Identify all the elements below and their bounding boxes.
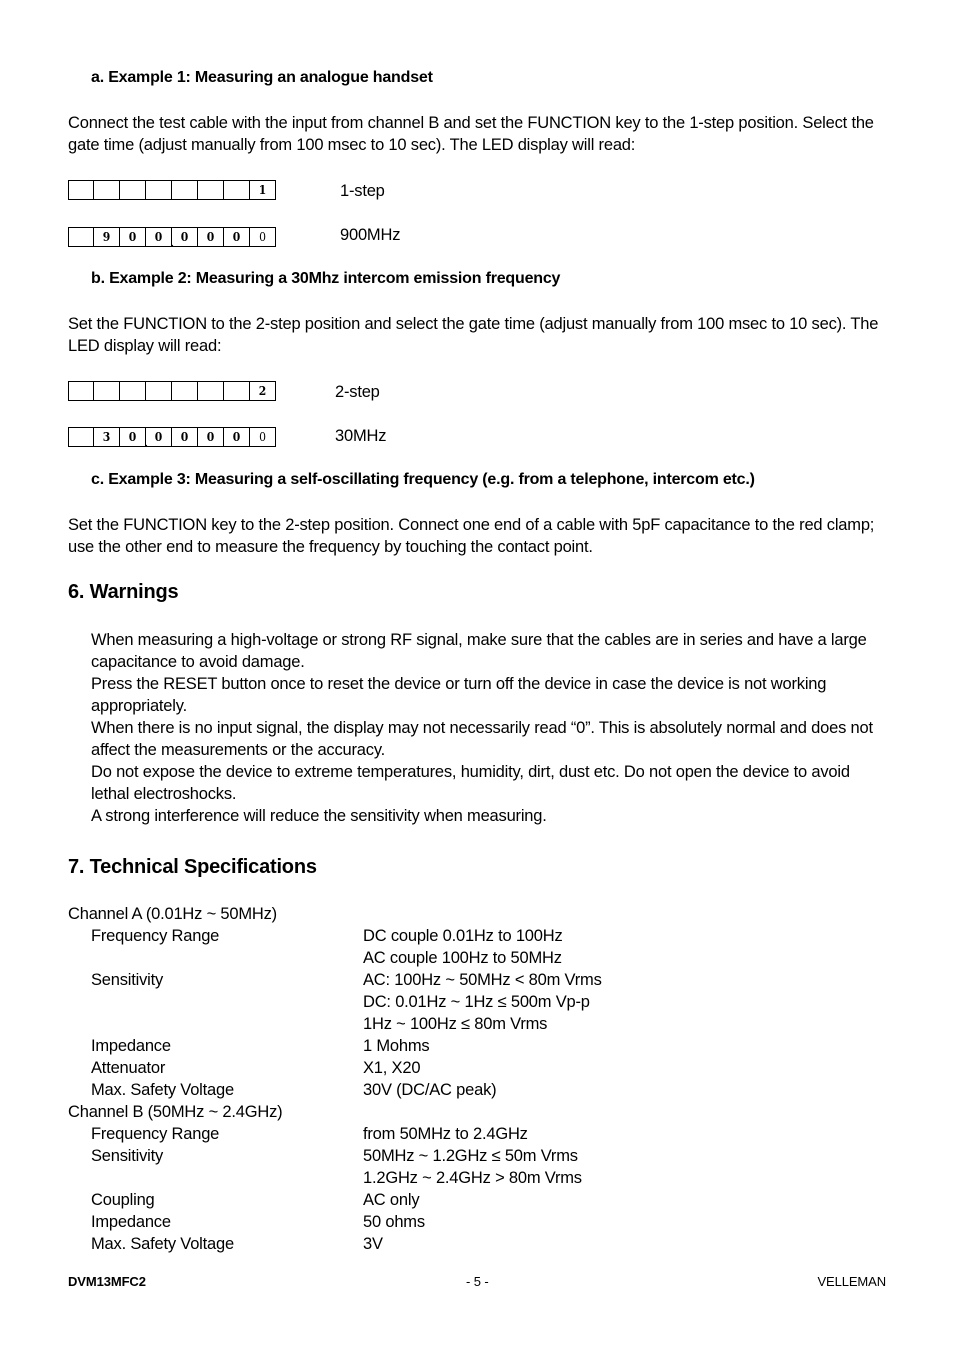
warning-item: Press the RESET button once to reset the device or turn off the device in case the device is not working appropriately.	[91, 675, 827, 715]
spec-value: 30V (DC/AC peak)	[363, 1081, 497, 1099]
lcd-digit-cell	[120, 180, 146, 200]
lcd-digit: 0	[206, 230, 215, 244]
lcd-digit-cell	[94, 227, 120, 247]
lcd-decimal-point: .	[170, 236, 174, 250]
lcd-digit-cell	[68, 427, 94, 447]
spec-row	[68, 1189, 888, 1211]
lcd-digit-cell	[172, 381, 198, 401]
spec-name: Attenuator	[91, 1059, 166, 1077]
spec-row	[68, 925, 888, 947]
footer-brand: VELLEMAN	[817, 1274, 886, 1289]
lcd-digit-cell	[120, 227, 146, 247]
example-1-heading: a. Example 1: Measuring an analogue handset	[91, 69, 433, 86]
lcd-digit-cell	[224, 427, 250, 447]
lcd-digit: 9	[102, 230, 111, 244]
spec-row	[68, 991, 888, 1013]
lcd-digit-cell	[68, 227, 94, 247]
spec-value: AC couple 100Hz to 50MHz	[363, 949, 562, 967]
example-3-text: Set the FUNCTION key to the 2-step position. Connect one end of a cable with 5pF capacitance to the red clamp; use the other end to measure the frequency by touching the contact point.	[68, 516, 875, 556]
lcd-digit: 0	[180, 430, 189, 444]
lcd-digit-cell	[146, 180, 172, 200]
lcd-digit: 0	[259, 430, 266, 444]
footer-model: DVM13MFC2	[68, 1274, 146, 1289]
spec-value: 3V	[363, 1235, 383, 1253]
lcd-digit-cell	[172, 180, 198, 200]
spec-row	[68, 1211, 888, 1233]
lcd-digit-cell	[94, 180, 120, 200]
spec-row	[68, 947, 888, 969]
spec-value: 1 Mohms	[363, 1037, 430, 1055]
lcd-decimal-point: .	[144, 436, 148, 450]
spec-name: Max. Safety Voltage	[91, 1235, 234, 1253]
warning-item: When measuring a high-voltage or strong RF signal, make sure that the cables are in series and have a large capacitance to avoid damage.	[91, 631, 867, 671]
lcd-digit: 0	[180, 230, 189, 244]
lcd-digit-cell	[68, 381, 94, 401]
spec-name	[68, 991, 363, 1013]
lcd-label-1step: 1-step	[340, 182, 385, 200]
spec-value: AC only	[363, 1191, 420, 1209]
warning-item: When there is no input signal, the display may not necessarily read “0”. This is absolutely normal and does not affect the measurements or the accuracy.	[91, 719, 873, 759]
lcd-label-30mhz: 30MHz	[335, 427, 387, 445]
lcd-digit-cell	[224, 180, 250, 200]
spec-name: Frequency Range	[91, 1125, 220, 1143]
lcd-digit-cell	[224, 381, 250, 401]
lcd-digit: 0	[206, 430, 215, 444]
spec-value: 1Hz ~ 100Hz ≤ 80m Vrms	[363, 1015, 548, 1033]
lcd-display-1step-ex1	[68, 180, 276, 200]
spec-name: Impedance	[91, 1037, 171, 1055]
lcd-digit-cell	[146, 381, 172, 401]
spec-name: Sensitivity	[91, 1147, 164, 1165]
spec-value: from 50MHz to 2.4GHz	[363, 1125, 528, 1143]
spec-name	[68, 1167, 363, 1189]
spec-row	[68, 1233, 888, 1255]
lcd-digit: 2	[258, 384, 267, 398]
example-2-text: Set the FUNCTION to the 2-step position and select the gate time (adjust manually from 100 msec to 10 sec). The LED display will read:	[68, 315, 879, 355]
spec-row	[68, 1057, 888, 1079]
spec-name: Channel B (50MHz ~ 2.4GHz)	[68, 1103, 283, 1121]
lcd-digit-cell	[172, 227, 198, 247]
lcd-digit: 0	[154, 430, 163, 444]
lcd-digit-cell	[198, 427, 224, 447]
spec-value: 1.2GHz ~ 2.4GHz > 80m Vrms	[363, 1169, 582, 1187]
spec-name: Max. Safety Voltage	[91, 1081, 234, 1099]
specs-heading: 7. Technical Specifications	[68, 856, 317, 878]
warnings-list	[91, 629, 891, 827]
spec-value: X1, X20	[363, 1059, 421, 1077]
spec-row	[68, 1079, 888, 1101]
spec-row	[68, 1145, 888, 1167]
spec-value: AC: 100Hz ~ 50MHz < 80m Vrms	[363, 971, 602, 989]
lcd-digit-cell	[94, 381, 120, 401]
lcd-digit-cell	[250, 227, 276, 247]
spec-name	[68, 1013, 363, 1035]
spec-group-row	[68, 1101, 888, 1123]
example-3-heading: c. Example 3: Measuring a self-oscillating frequency (e.g. from a telephone, intercom etc.)	[91, 471, 755, 488]
spec-value: 50 ohms	[363, 1213, 425, 1231]
footer-page-number: - 5 -	[466, 1274, 489, 1289]
lcd-digit-cell	[198, 381, 224, 401]
warning-item: Do not expose the device to extreme temperatures, humidity, dirt, dust etc. Do not open the device to avoid lethal electroshocks.	[91, 763, 850, 803]
spec-name: Frequency Range	[91, 927, 220, 945]
spec-row	[68, 969, 888, 991]
lcd-digit-cell	[146, 427, 172, 447]
specs-table	[68, 903, 888, 1255]
lcd-digit: 0	[128, 430, 137, 444]
lcd-digit-cell	[68, 180, 94, 200]
spec-name: Channel A (0.01Hz ~ 50MHz)	[68, 905, 277, 923]
spec-name: Impedance	[91, 1213, 171, 1231]
lcd-digit-cell	[198, 180, 224, 200]
spec-row	[68, 1167, 888, 1189]
lcd-digit: 0	[232, 430, 241, 444]
lcd-display-900mhz	[68, 227, 276, 250]
spec-name: Coupling	[91, 1191, 155, 1209]
spec-name	[68, 947, 363, 969]
lcd-digit: 1	[258, 183, 267, 197]
example-1-text: Connect the test cable with the input from channel B and set the FUNCTION key to the 1-step position. Select the gate time (adjust manually from 100 msec to 10 sec). The LED display will read:	[68, 114, 874, 154]
spec-row	[68, 1035, 888, 1057]
warning-item: A strong interference will reduce the sensitivity when measuring.	[91, 807, 547, 825]
lcd-digit-cell	[250, 381, 276, 401]
spec-row	[68, 1123, 888, 1145]
spec-value: DC: 0.01Hz ~ 1Hz ≤ 500m Vp-p	[363, 993, 590, 1011]
lcd-display-2step-ex2	[68, 381, 276, 401]
lcd-digit: 0	[128, 230, 137, 244]
lcd-digit-cell	[224, 227, 250, 247]
lcd-digit-cell	[198, 227, 224, 247]
spec-group-row	[68, 903, 888, 925]
lcd-digit-cell	[250, 180, 276, 200]
spec-value: 50MHz ~ 1.2GHz ≤ 50m Vrms	[363, 1147, 578, 1165]
lcd-digit-cell	[120, 427, 148, 450]
lcd-digit-cell	[172, 427, 198, 447]
lcd-label-900mhz: 900MHz	[340, 226, 401, 244]
lcd-digit-cell	[146, 227, 174, 250]
spec-name: Sensitivity	[91, 971, 164, 989]
spec-row	[68, 1013, 888, 1035]
lcd-digit: 0	[232, 230, 241, 244]
lcd-label-2step: 2-step	[335, 383, 380, 401]
lcd-digit: 0	[154, 230, 163, 244]
lcd-digit-cell	[250, 427, 276, 447]
lcd-digit-cell	[120, 381, 146, 401]
warnings-heading: 6. Warnings	[68, 581, 179, 603]
example-2-heading: b. Example 2: Measuring a 30Mhz intercom emission frequency	[91, 270, 561, 287]
lcd-display-30mhz	[68, 427, 276, 450]
lcd-digit: 3	[102, 430, 111, 444]
spec-value: DC couple 0.01Hz to 100Hz	[363, 927, 563, 945]
lcd-digit-cell	[94, 427, 120, 447]
lcd-digit: 0	[259, 230, 266, 244]
